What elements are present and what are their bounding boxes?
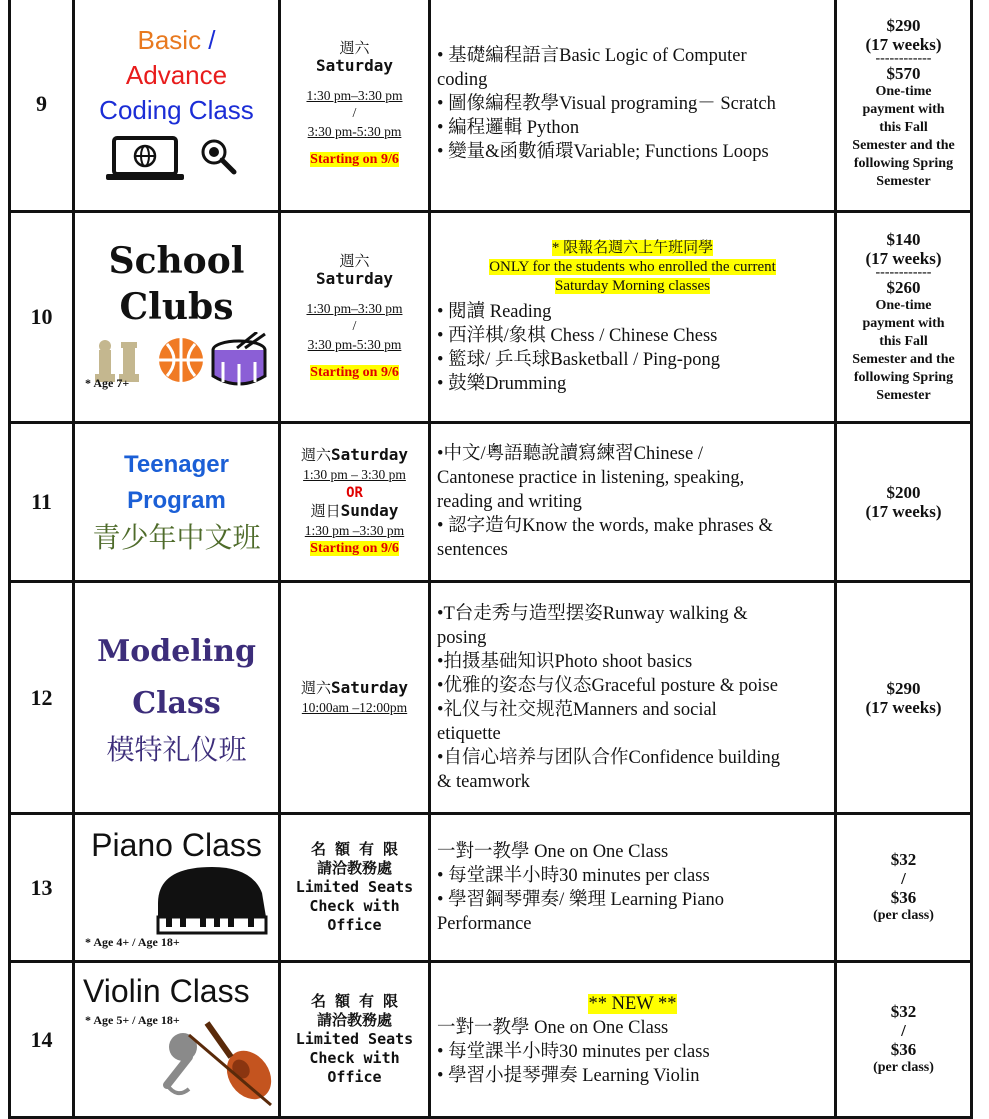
new-badge: ** NEW ** (588, 993, 677, 1014)
laptop-globe-icon (102, 132, 252, 184)
age-note: * Age 7+ (85, 376, 130, 390)
piano-icon (152, 863, 272, 941)
course-title: Piano Class (91, 827, 262, 863)
course-title: Violin Class (83, 973, 250, 1009)
microphone-icon (167, 1033, 197, 1093)
course-name-cell: Teenager Program 青少年中文班 (74, 423, 280, 582)
schedule-cell: 週六 Saturday 1:30 pm–3:30 pm / 3:30 pm-5:30 pm Starting on 9/6 (280, 0, 430, 212)
course-name-cell: Modeling Class 模特礼仪班 (74, 582, 280, 814)
course-name-cell (74, 962, 280, 1118)
row-number: 14 (10, 962, 74, 1118)
course-name-cell (74, 212, 280, 423)
price-cell: $290 (17 weeks) (836, 582, 972, 814)
limited-seats-note: 名 額 有 限 請洽教務處 Limited Seats Check with Office (280, 814, 430, 962)
row-number: 11 (10, 423, 74, 582)
price-cell: $32 / $36 (per class) (836, 814, 972, 962)
start-date-badge: Starting on 9/6 (310, 151, 399, 167)
price-cell: $290 (17 weeks) ------------ $570 One-time payment with this Fall Semester and the following Spring Semester (836, 0, 972, 212)
bug-search-icon (203, 141, 234, 172)
row-number: 9 (10, 0, 74, 212)
price-cell: $32 / $36 (per class) (836, 962, 972, 1118)
table-row (10, 582, 972, 814)
table-row (10, 962, 972, 1118)
description-cell: •T台走秀与造型摆姿Runway walking & posing •拍摄基础知识Photo shoot basics •优雅的姿态与仪态Graceful posture & poise •礼仪与社交规范Manners and social etiquette •自信心培养与团队合作Confidence building & teamwork (430, 582, 836, 814)
description-cell: * 限報名週六上午班同學 ONLY for the students who enrolled the current Saturday Morning classes • 閱讀 Reading • 西洋棋/象棋 Chess / Chinese Chess • 籃球/ 乒乓球Basketball / Ping-pong • 鼓樂Drumming (430, 212, 836, 423)
row-number: 13 (10, 814, 74, 962)
course-name-cell (74, 814, 280, 962)
age-note: * Age 5+ / Age 18+ (85, 1013, 180, 1027)
violin-icon (189, 1023, 279, 1108)
description-cell: 一對一教學 One on One Class • 每堂課半小時30 minutes per class • 學習鋼琴彈奏/ 樂理 Learning Piano Performance (430, 814, 836, 962)
enrollment-notice: * 限報名週六上午班同學 ONLY for the students who enrolled the current Saturday Morning classes (489, 239, 776, 294)
price-cell: $200 (17 weeks) (836, 423, 972, 582)
age-note: * Age 4+ / Age 18+ (85, 935, 180, 949)
start-date-badge: Starting on 9/6 (310, 365, 399, 380)
course-table (8, 0, 973, 1119)
price-cell: $140 (17 weeks) ------------ $260 One-time payment with this Fall Semester and the following Spring Semester (836, 212, 972, 423)
description-cell: • 基礎編程語言Basic Logic of Computer coding • 圖像編程教學Visual programing－ Scratch • 編程邏輯 Python • 變量&函數循環Variable; Functions Loops (430, 0, 836, 212)
course-title: Teenager Program (124, 451, 229, 514)
table-row (10, 212, 972, 423)
start-date-badge: Starting on 9/6 (310, 541, 399, 556)
limited-seats-note: 名 額 有 限 請洽教務處 Limited Seats Check with Office (280, 962, 430, 1118)
course-title: Basic / Advance Coding Class (99, 25, 254, 125)
schedule-cell: 週六Saturday 1:30 pm – 3:30 pm OR 週日Sunday 1:30 pm –3:30 pm Starting on 9/6 (280, 423, 430, 582)
row-number: 10 (10, 212, 74, 423)
course-title: Modeling Class (97, 633, 256, 721)
description-cell: •中文/粵語聽說讀寫練習Chinese / Cantonese practice in listening, speaking, reading and writing • 認字造句Know the words, make phrases & sentences (430, 423, 836, 582)
table-row (10, 814, 972, 962)
course-title: School Clubs (108, 240, 245, 328)
drum-icon (213, 332, 265, 386)
schedule-cell: 週六Saturday 10:00am –12:00pm (280, 582, 430, 814)
basketball-icon (159, 338, 203, 382)
row-number: 12 (10, 582, 74, 814)
table-row (10, 423, 972, 582)
course-name-cell (74, 0, 280, 212)
schedule-cell: 週六 Saturday 1:30 pm–3:30 pm / 3:30 pm-5:30 pm Starting on 9/6 (280, 212, 430, 423)
description-cell: ** NEW ** 一對一教學 One on One Class • 每堂課半小時30 minutes per class • 學習小提琴彈奏 Learning Violin (430, 962, 836, 1118)
table-row (10, 0, 972, 212)
